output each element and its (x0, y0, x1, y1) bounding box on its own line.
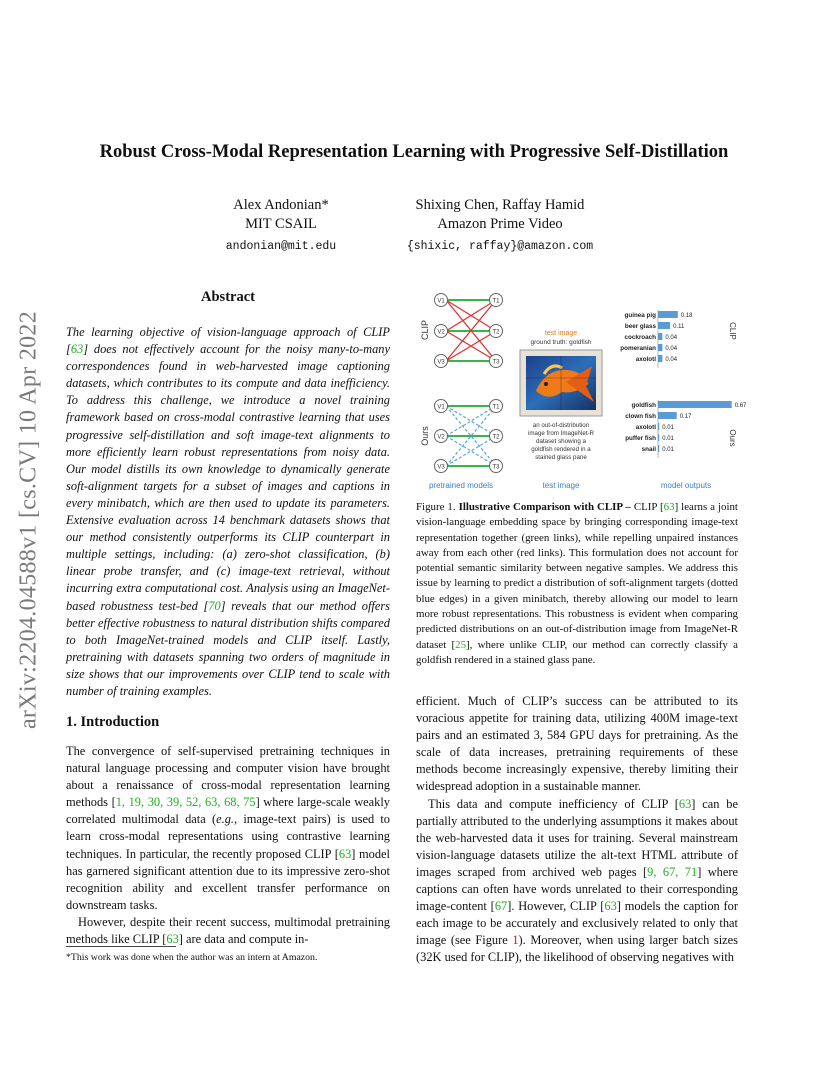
ours-t-node (490, 400, 503, 413)
svg-text:T1: T1 (492, 404, 500, 411)
ours-v-node (435, 430, 448, 443)
bar-value-label: 0.04 (665, 346, 678, 352)
citation-link[interactable]: 70 (208, 598, 221, 613)
bar-category-label: beer glass (624, 323, 656, 330)
ours-links (446, 406, 496, 466)
pretrained-models-label: pretrained models (428, 481, 494, 490)
figure-1-caption: Figure 1. Illustrative Comparison with CLIP – CLIP [63] learns a joint vision-language embedding space by bringing corresponding image-text representation together (green links), while repelling unpaired instances away from each other (red links). This formulation does not account for potential semantic similarity between negative samples. We address this issue by learning to predict a distribution of soft-alignment targets (dotted blue edges) in a given minibatch, thereby allowing our model to learn more robust representations. This robustness is evident when comparing predicted distributions on an out-of-distribution image from ImageNet-R dataset [25], where unlike CLIP, our method can correctly classify a goldfish rendered in a stained glass pane. (416, 501, 738, 666)
svg-text:V1: V1 (437, 298, 445, 305)
svg-text:T1: T1 (492, 298, 500, 305)
bar-value-label: 0.11 (673, 324, 685, 330)
ours-output-label: Ours (728, 429, 737, 447)
author-block-2 (370, 196, 630, 256)
citation-link[interactable]: 67 (494, 899, 508, 914)
bar (658, 401, 732, 408)
author-affiliation: Amazon Prime Video (437, 216, 563, 232)
author-affiliation: MIT CSAIL (245, 216, 317, 232)
bar (658, 344, 662, 351)
citation-link[interactable]: 63 (678, 796, 692, 811)
bar-category-label: cockroach (624, 334, 656, 341)
figure-ref-link[interactable]: 1 (512, 933, 519, 948)
svg-text:T3: T3 (492, 464, 500, 471)
bar (658, 322, 670, 329)
bar-value-label: 0.18 (680, 313, 693, 319)
clip-t-node (490, 325, 503, 338)
citation-link[interactable]: 63 (166, 932, 179, 947)
bar-value-label: 0.67 (734, 403, 747, 409)
bar-value-label: 0.01 (662, 436, 674, 442)
citation-link[interactable]: 63 (70, 342, 84, 357)
bar-value-label: 0.04 (665, 335, 678, 341)
bar-category-label: goldfish (631, 402, 656, 409)
clip-t-node (490, 355, 503, 368)
bar (658, 423, 659, 430)
footnote-rule (66, 946, 176, 947)
svg-text:V3: V3 (437, 359, 445, 366)
intro-text: The convergence of self-supervised pretraining techniques in natural language processing and computer vision have brought about a renaissance of cross-modal representation learning methods [1, 19, 30, 39, 52, 63, 68, 75] where large-scale weakly correlated multimodal data (e.g., image-text pairs) is used to learn cross-modal representations using contrastive learning techniques. In particular, the recently proposed CLIP [63] model has garnered significant attention due to its impressive zero-shot recognition ability and excellent transfer performance on downstream tasks. However, despite their recent success, multimodal pretraining methods like CLIP [63] are data and compute in- (66, 744, 391, 947)
test-image-bottom-label: test image (542, 481, 580, 490)
bar (658, 333, 662, 340)
citation-link[interactable]: 63 (338, 846, 352, 861)
svg-text:dataset showing a: dataset showing a (536, 438, 586, 445)
bar-category-label: axolotl (635, 356, 656, 363)
ours-side-label: Ours (420, 426, 430, 446)
ours-v-node (435, 400, 448, 413)
bar-value-label: 0.17 (679, 414, 692, 420)
clip-v-node (435, 325, 448, 338)
svg-text:V2: V2 (437, 434, 445, 441)
section-heading-introduction: 1. Introduction (66, 714, 160, 730)
author-block-1 (196, 196, 366, 256)
ours-t-node (490, 460, 503, 473)
svg-text:T2: T2 (492, 329, 500, 336)
citation-link[interactable]: 63 (663, 501, 675, 513)
svg-text:goldfish rendered in a: goldfish rendered in a (531, 446, 591, 453)
bar-category-label: puffer fish (625, 435, 656, 442)
clip-links (446, 300, 496, 361)
clip-output-label: CLIP (728, 322, 737, 340)
footnote: *This work was done when the author was an intern at Amazon. (66, 952, 318, 963)
bar-category-label: pomeranian (620, 345, 656, 352)
svg-text:V2: V2 (437, 329, 445, 336)
test-image-label: test image (544, 330, 578, 337)
bar (658, 434, 659, 441)
clip-v-node (435, 355, 448, 368)
citation-link[interactable]: 9, 67, 71 (647, 864, 698, 879)
svg-text:an out-of-distribution: an out-of-distribution (532, 422, 590, 429)
ground-truth-label: ground truth: goldfish (530, 339, 592, 346)
ours-v-node (435, 460, 448, 473)
svg-text:T2: T2 (492, 434, 500, 441)
clip-side-label: CLIP (420, 319, 430, 341)
bar-category-label: guinea pig (624, 312, 656, 319)
svg-text:image from ImageNet-R: image from ImageNet-R (527, 430, 595, 437)
bar (658, 412, 677, 419)
paper-title: Robust Cross-Modal Representation Learning with Progressive Self-Distillation (99, 142, 729, 162)
abstract-text: The learning objective of vision-language approach of CLIP [63] does not effectively account for the noisy many-to-many correspondences found in web-harvested image captioning datasets, which contributes to its compute and data inefficiency. To address this challenge, we introduce a novel training framework based on cross-modal contrastive learning that uses progressive self-distillation and soft image-text alignments to more efficiently learn robust representations from noisy data. Our model distills its own knowledge to dynamically generate soft-alignment targets for a subset of images and captions in every minibatch, which are then used to update its parameters. Extensive evaluation across 14 benchmark datasets shows that our method consistently outperforms its CLIP counterpart in multiple settings, including: (a) zero-shot classification, (b) linear probe transfer, and (c) image-text retrieval, without incurring extra computational cost. Analysis using an ImageNet-based robustness test-bed [70] reveals that our method offers better effective robustness to natural distribution shifts compared to both ImageNet-trained models and CLIP itself. Lastly, pretraining with datasets spanning two orders of magnitude in size shows that our improvements over CLIP tend to scale with number of training examples. (66, 325, 390, 698)
clip-v-node (435, 294, 448, 307)
clip-output-bars (620, 310, 693, 368)
ours-t-node (490, 430, 503, 443)
bar (658, 311, 678, 318)
bar-value-label: 0.01 (662, 425, 674, 431)
author-name: Shixing Chen, Raffay Hamid (415, 197, 585, 213)
author-email: {shixic, raffay}@amazon.com (406, 240, 594, 253)
bar-category-label: axolotl (635, 424, 656, 431)
bar (658, 445, 659, 452)
citation-link[interactable]: 25 (455, 638, 467, 651)
bar (658, 355, 662, 362)
citation-link[interactable]: 1, 19, 30, 39, 52, 63, 68, 75 (115, 795, 256, 810)
model-outputs-label: model outputs (660, 481, 712, 490)
svg-text:V1: V1 (437, 404, 445, 411)
abstract-heading: Abstract (201, 289, 255, 305)
bar-category-label: snail (641, 446, 656, 453)
svg-text:T3: T3 (492, 359, 500, 366)
citation-link[interactable]: 63 (604, 899, 617, 914)
clip-t-node (490, 294, 503, 307)
svg-text:V3: V3 (437, 464, 445, 471)
image-description (528, 422, 595, 461)
author-email: andonian@mit.edu (225, 240, 337, 253)
svg-text:stained glass pane: stained glass pane (535, 454, 587, 461)
figure-1 (416, 286, 747, 494)
right-column-text: efficient. Much of CLIP’s success can be attributed to its voracious appetite for training data, utilizing 400M image-text pairs and an estimated 3, 584 GPU days for pretraining. As the scale of data increases, pretraining requirements of these methods become increasingly expensive, thereby limiting their widespread adoption in a sustainable manner. This data and compute inefficiency of CLIP [63] can be partially attributed to the underlying assumptions it makes about the web-harvested data it uses for training. Several mainstream vision-language datasets utilize the alt-text HTML attribute of images scraped from archived web pages [9, 67, 71] where captions can often have words unrelated to their corresponding image-content [67]. However, CLIP [63] models the caption for each image to be accurately and exclusively related to only that image (see Figure 1). Moreover, when using larger batch sizes (32K used for CLIP), the likelihood of observing negatives with (416, 694, 738, 965)
bar-value-label: 0.04 (665, 357, 678, 363)
bar-value-label: 0.01 (662, 447, 674, 453)
author-name: Alex Andonian* (233, 197, 329, 213)
bar-category-label: clown fish (625, 413, 656, 420)
goldfish-stained-glass-image (520, 350, 602, 416)
arxiv-sidebar: arXiv:2204.04588v1 [cs.CV] 10 Apr 2022 (15, 310, 42, 730)
